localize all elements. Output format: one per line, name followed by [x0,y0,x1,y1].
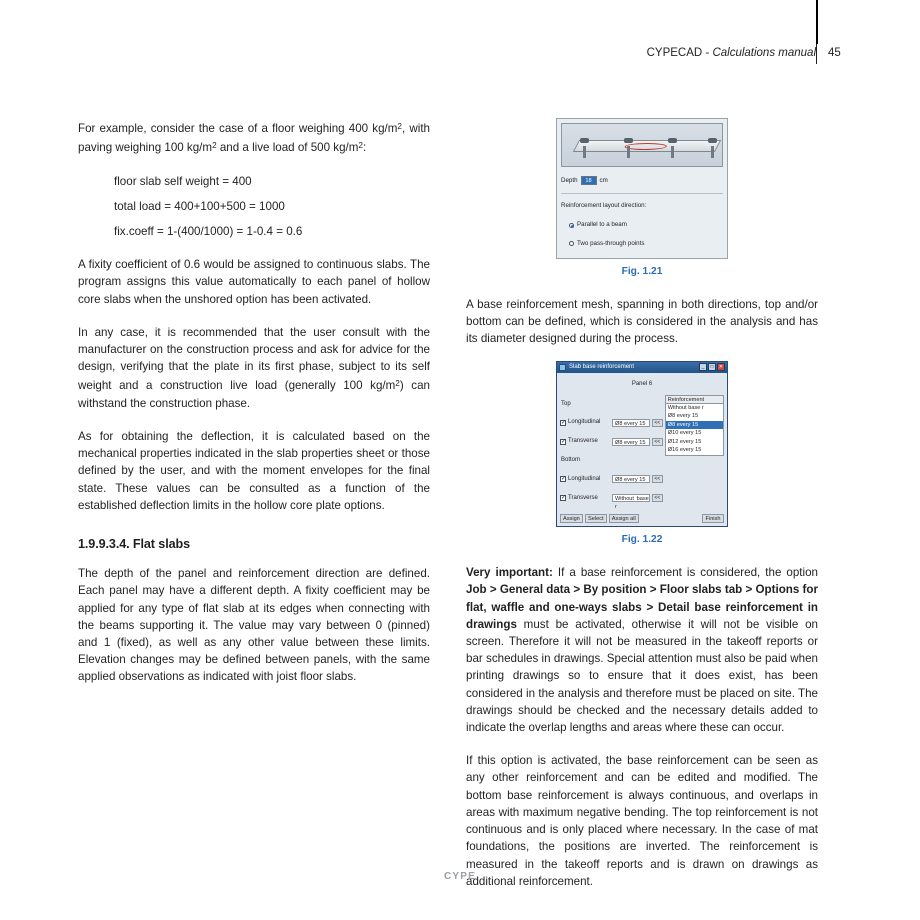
support-post [627,146,630,158]
support-post [671,146,674,158]
figure-1-22 [466,361,818,549]
header-divider [816,44,817,64]
reinforcement-list [665,395,724,509]
support-cap [580,138,589,143]
radio-parallel-to-beam[interactable] [569,216,723,233]
radio-dot-icon [569,223,574,228]
support-cap [708,138,717,143]
equation-line-1: floor slab self weight = 400 [114,174,252,188]
list-item[interactable]: Ø8 every 15 [667,413,699,420]
support-post [583,146,586,158]
very-important-b: must be activated, otherwise it will not be visible on screen. Therefore it will not be measured in the takeoff reports or bar schedules in drawings. Special attention must also be paid when printing drawings so to ensure that it does exist, has been considered in the analysis and therefore must be placed on site. The drawings should be checked and the necessary details added to indicate the overlap lengths and areas where these can occur. [466,617,818,735]
row-value[interactable]: Without base r [612,494,650,502]
paragraph-example-intro: For example, consider the case of a floor weighing 400 $kg/m^2$, with paving weighing 100 $kg/m^2$ and a live load of 500 $kg/m^2$: [78,122,430,155]
list-item[interactable]: Ø12 every 15 [667,438,702,445]
paragraph-manufacturer-advice: In any case, it is recommended that the user consult with the manufacturer on the construction process and ask for advice for the design, verifying that the plate in its first phase, subject to its self weight and a construction live load (generally 100 $kg/m^2$) can withstand the construction phase. [78,325,430,410]
checkbox-icon[interactable] [560,420,566,426]
list-item[interactable]: Ø16 every 15 [667,447,702,454]
radio-two-pass-points[interactable] [569,235,723,252]
paragraph-very-important [466,564,818,736]
finish-button[interactable]: Finish [702,514,724,523]
support-cap [624,138,633,143]
row-top-transverse[interactable] [560,433,663,450]
very-important-lead: Very important: [466,566,553,580]
header-title-plain: CYPECAD - [646,47,713,59]
assign-button[interactable]: Assign [560,514,583,523]
header-title [647,47,816,59]
select-button[interactable]: Select [585,514,607,523]
page-number: 45 [828,47,841,59]
list-item[interactable]: Without base r [667,404,704,411]
depth-row [561,172,723,189]
header-title-italic: Calculations manual [712,47,816,59]
maximize-icon[interactable]: □ [708,363,716,371]
slab-3d-illustration [561,123,723,167]
list-header: Reinforcement [665,395,724,404]
list-item[interactable]: Ø10 every 15 [667,430,702,437]
paragraph-option-activated: If this option is activated, the base reinforcement can be seen as any other reinforcement and can be edited and modified. The bottom base reinforcement is always continuous, and overlaps in areas with maximum negative bending. The top reinforcement is not continuous and is only placed where necessary. In the case of mat foundations, the positions are inverted. The reinforcement is measured in the takeoff reports and is drawn on drawings as additional reinforcement. [466,754,818,888]
figure-1-21 [466,118,818,280]
support-cap [668,138,677,143]
row-bottom-transverse[interactable] [560,490,663,511]
paragraph-base-mesh: A base reinforcement mesh, spanning in both directions, top and/or bottom can be defined, which is considered in the analysis and has its diameter designed during the process. [466,298,818,346]
assign-all-button[interactable]: Assign all [609,514,639,523]
panel-label: Panel 6 [631,380,653,387]
reinforcement-grid [560,395,724,509]
radio-two-pass-label: Two pass-through points [577,239,645,247]
minimize-icon[interactable]: _ [699,363,707,371]
assign-arrow-button[interactable]: << [652,494,663,502]
left-text-column [78,118,430,702]
equation-block [78,173,430,241]
row-label: Longitudinal [568,419,601,426]
list-item-selected[interactable]: Ø8 every 15 [666,421,723,430]
row-label: Transverse [568,494,598,501]
figure-1-21-caption: Fig. 1.21 [621,265,663,277]
depth-dialog-screenshot [556,118,728,259]
support-post [711,146,714,158]
dialog-body [557,373,727,512]
assign-arrow-button[interactable]: << [652,419,663,427]
row-label: Longitudinal [568,475,601,482]
row-value[interactable]: Ø8 every 15 [612,419,650,427]
checkbox-icon[interactable] [560,495,566,501]
very-important-a: If a base reinforcement is considered, the option [552,566,819,580]
equation-line-3: fix.coeff = 1-(400/1000) = 1-0.4 = 0.6 [114,225,303,239]
paragraph-deflection: As for obtaining the deflection, it is calculated based on the mechanical properties indicated in the slab properties sheet or those defined by the user, and with the moment envelopes for the final state. These values can be consulted as a function of the established deflection limits in the hollow core plate options. [78,429,430,512]
checkbox-icon[interactable] [560,439,566,445]
dialog-titlebar [557,362,727,373]
row-top-longitudinal[interactable] [560,414,663,431]
list-body[interactable] [665,404,724,456]
radio-parallel-label: Parallel to a beam [577,221,627,229]
section-heading-flat-slabs: 1.9.9.3.4. Flat slabs [78,536,191,551]
header-vertical-rule [816,0,818,44]
footer-brand: CYPE [443,871,477,882]
assign-arrow-button[interactable]: << [652,438,663,446]
group-bottom-label: Bottom [561,457,581,464]
slab-surface [573,140,721,152]
equation-line-2: total load = 400+100+500 = 1000 [114,199,285,213]
menu-path: Job > General data > By position > Floor slabs tab > Options for flat, waffle and one-ways slabs > Detail base reinforcement in drawings [466,583,818,631]
reinforcement-fields [560,395,663,509]
dialog-title: Slab base reinforcement [569,363,635,370]
page-header [0,44,920,66]
direction-group-label: Reinforcement layout direction: [561,202,647,210]
window-icon [559,364,566,371]
paragraph-flat-slabs-description: The depth of the panel and reinforcement direction are defined. Each panel may have a different depth. A fixity coefficient may be applied for any type of flat slab at its edges when connecting with the beams supporting it. The value may vary between 0 (pinned) and 1 (fixed), as well as any other value between these limits. Elevation changes may be defined between panels, with the same applied observations as indicated with joist floor slabs. [78,567,430,684]
figure-1-22-caption: Fig. 1.22 [621,534,663,546]
row-value[interactable]: Ø8 every 15 [612,475,650,483]
depth-units: cm [599,177,608,184]
group-top-label: Top [561,400,571,407]
row-bottom-longitudinal[interactable] [560,471,663,488]
close-icon[interactable]: ✕ [718,364,724,371]
row-label: Transverse [568,438,598,445]
slab-base-reinforcement-dialog [556,361,728,527]
depth-input[interactable]: 18 [581,176,597,185]
dialog-divider [561,193,723,194]
checkbox-icon[interactable] [560,476,566,482]
row-value[interactable]: Ø8 every 15 [612,438,650,446]
assign-arrow-button[interactable]: << [652,475,663,483]
dialog-footer [557,512,727,526]
right-text-column [466,118,818,906]
depth-label: Depth [561,177,578,184]
radio-dot-icon [569,241,574,246]
paragraph-fixity-coefficient: A fixity coefficient of 0.6 would be assigned to continuous slabs. The program assigns this value automatically to each panel of hollow core slabs when the unshored option has been activated. [78,258,430,306]
